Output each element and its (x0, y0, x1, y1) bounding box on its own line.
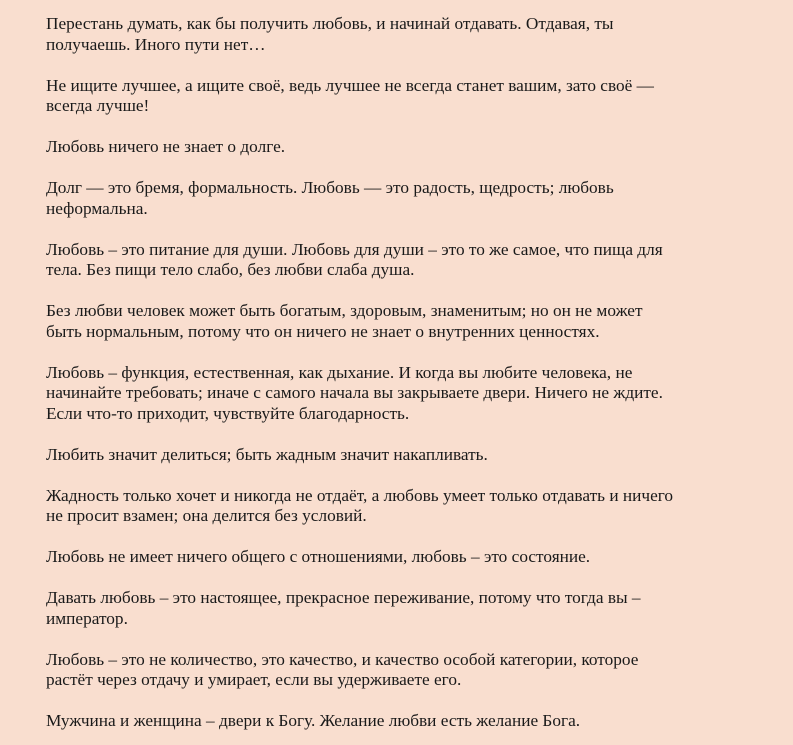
paragraph: Любовь ничего не знает о долге. (46, 137, 286, 156)
paragraph: Не ищите лучшее, а ищите своё, ведь лучшее не всегда станет вашим, зато своё — всегда лучше! (46, 75, 654, 115)
paragraph: Перестань думать, как бы получить любовь, и начинай отдавать. Отдавая, ты получаешь. Иного пути нет… (46, 14, 614, 54)
paragraph: Долг — это бремя, формальность. Любовь — это радость, щедрость; любовь неформальна. (46, 178, 614, 218)
paragraph: Любовь – это не количество, это качество, и качество особой категории, которое растёт через отдачу и умирает, если вы удерживаете его. (46, 649, 639, 689)
paragraph: Давать любовь – это настоящее, прекрасное переживание, потому что тогда вы – император. (46, 588, 641, 628)
paragraph: Любовь – это питание для души. Любовь для души – это то же самое, что пища для тела. Без пищи тело слабо, без любви слаба душа. (46, 239, 663, 279)
paragraph: Без любви человек может быть богатым, здоровым, знаменитым; но он не может быть нормальным, потому что он ничего не знает о внутренних ценностях. (46, 301, 643, 341)
paragraph: Любовь не имеет ничего общего с отношениями, любовь – это состояние. (46, 547, 591, 566)
paragraph: Мужчина и женщина – двери к Богу. Желание любви есть желание Бога. (46, 711, 581, 730)
paragraph: Любовь – функция, естественная, как дыхание. И когда вы любите человека, не начинайте требовать; иначе с самого начала вы закрываете двери. Ничего не ждите. Если что-то приходит, чувствуйте благодарность. (46, 362, 663, 423)
paragraph: Жадность только хочет и никогда не отдаёт, а любовь умеет только отдавать и ничего не просит взамен; она делится без условий. (46, 485, 674, 525)
paragraph: Любить значит делиться; быть жадным значит накапливать. (46, 444, 488, 464)
